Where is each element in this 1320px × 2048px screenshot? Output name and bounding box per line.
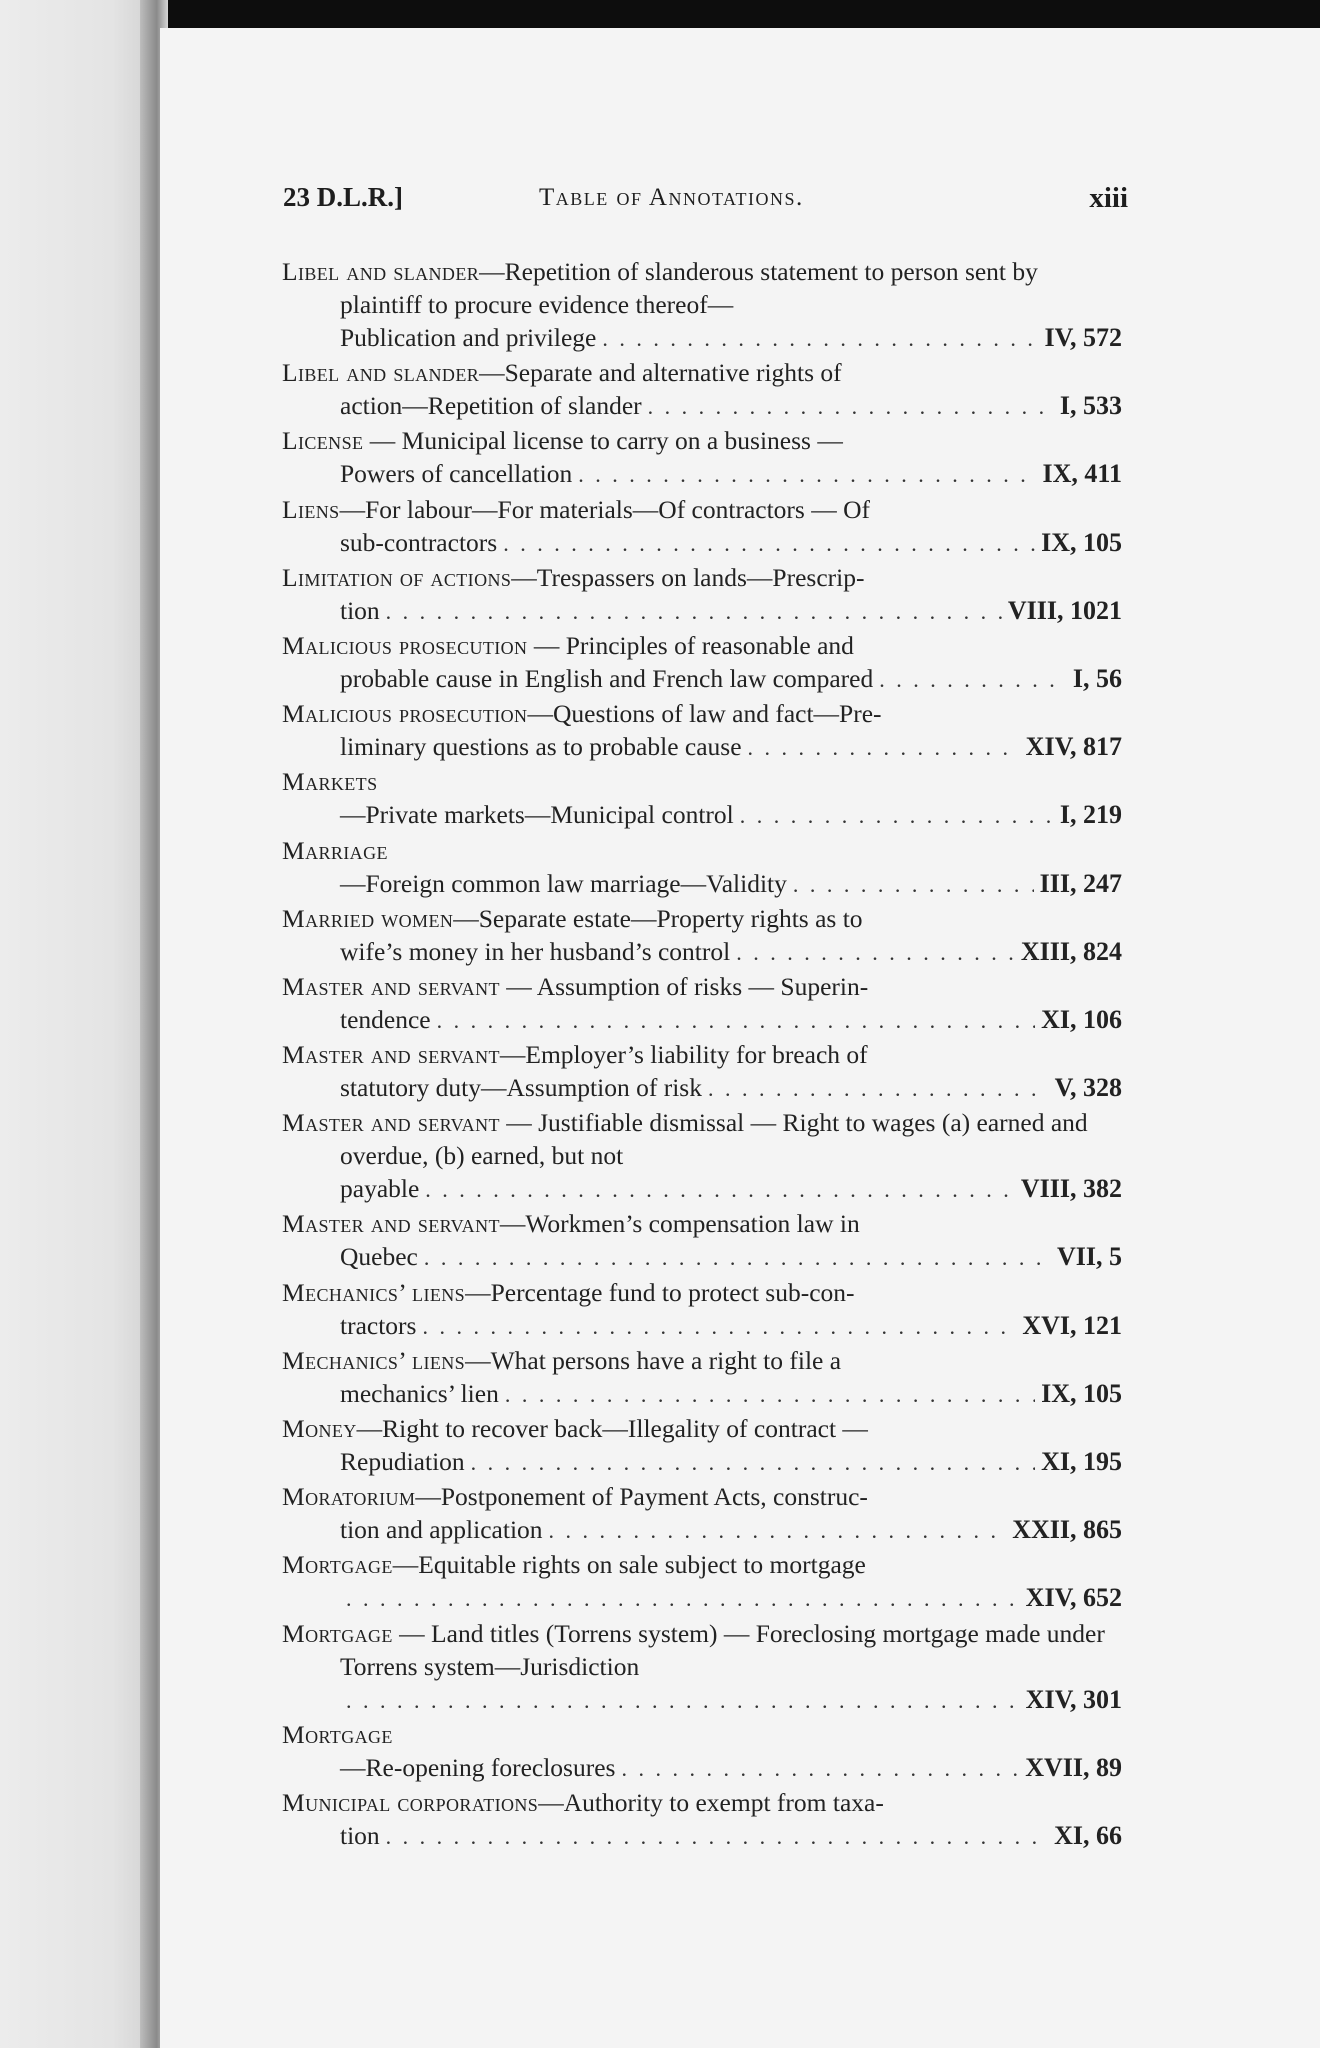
entry-citation-line <box>340 526 1122 560</box>
dot-leader <box>471 1446 1035 1479</box>
dot-leader <box>424 1241 1051 1274</box>
dot-leader <box>346 1684 1020 1717</box>
entry-description: —Authority to exempt from taxa- <box>538 1787 884 1817</box>
annotation-entry <box>282 255 1122 355</box>
entry-description-end: Powers of cancellation <box>340 459 573 489</box>
entry-description: —Separate estate—Property rights as to <box>453 903 863 933</box>
dot-leader <box>748 731 1020 764</box>
entry-heading: License <box>282 426 364 456</box>
entry-citation-line <box>340 935 1122 969</box>
annotation-entry <box>282 561 1122 628</box>
annotation-entry <box>282 1480 1122 1547</box>
volume-page-citation: V, 328 <box>1054 1073 1122 1103</box>
dot-leader <box>422 1310 1016 1343</box>
entry-heading: Limitation of actions <box>282 562 512 592</box>
entry-description-end: probable cause in English and French law compared <box>340 663 874 693</box>
dot-leader <box>386 1820 1048 1853</box>
volume-page-citation: XIV, 301 <box>1025 1684 1122 1714</box>
annotation-entry <box>282 765 1122 832</box>
volume-page-citation: XVII, 89 <box>1025 1752 1122 1782</box>
entry-citation-line <box>340 457 1122 491</box>
volume-page-citation: VII, 5 <box>1056 1242 1122 1272</box>
entry-heading: Mechanics’ liens <box>282 1345 466 1375</box>
dot-leader <box>740 799 1054 832</box>
dot-leader <box>648 390 1054 423</box>
entry-citation-line <box>340 662 1122 696</box>
volume-page-citation: I, 533 <box>1059 391 1122 421</box>
volume-page-citation: XI, 106 <box>1041 1004 1122 1034</box>
entry-heading: Mortgage <box>282 1719 393 1749</box>
entry-description-end: liminary questions as to probable cause <box>340 732 742 762</box>
volume-page-citation: IX, 105 <box>1041 527 1122 557</box>
entry-citation-line <box>340 1309 1122 1343</box>
entry-description-end: mechanics’ lien <box>340 1378 499 1408</box>
dot-leader <box>437 1004 1035 1037</box>
dot-leader <box>425 1173 1015 1206</box>
entry-description: — Assumption of risks — Superin- <box>499 971 869 1001</box>
entry-heading: Mortgage <box>282 1618 393 1648</box>
annotation-entry <box>282 902 1122 969</box>
entry-description: —Questions of law and fact—Pre- <box>527 699 882 729</box>
dot-leader <box>578 458 1036 491</box>
volume-page-citation: VIII, 382 <box>1020 1174 1122 1204</box>
annotation-list <box>282 255 1122 1854</box>
entry-description: —Right to recover back—Illegality of contract — <box>356 1414 868 1443</box>
annotation-entry <box>282 1786 1122 1853</box>
entry-heading: Master and servant <box>282 1209 500 1239</box>
entry-description: —Workmen’s compensation law in <box>499 1209 860 1239</box>
entry-description-end: —Private markets—Municipal control <box>340 800 734 830</box>
entry-heading: Libel and slander <box>282 257 480 286</box>
entry-citation-line <box>340 389 1122 423</box>
volume-page-citation: IV, 572 <box>1044 323 1122 352</box>
dot-leader <box>879 663 1067 696</box>
entry-description-end: tractors <box>340 1310 417 1340</box>
volume-page-citation: XI, 195 <box>1041 1447 1122 1476</box>
entry-description-end: tion <box>340 595 380 625</box>
entry-description: —Trespassers on lands—Prescrip- <box>511 562 865 592</box>
dot-leader <box>549 1514 1007 1547</box>
volume-page-citation: IX, 105 <box>1041 1378 1122 1408</box>
dot-leader <box>708 1072 1049 1105</box>
volume-page-citation: III, 247 <box>1039 868 1122 898</box>
annotation-entry <box>282 424 1122 491</box>
entry-heading: Libel and slander <box>282 358 480 388</box>
entry-description: —Equitable rights on sale subject to mortgage <box>392 1550 866 1580</box>
dot-leader <box>621 1752 1019 1785</box>
entry-heading: Master and servant <box>282 971 500 1001</box>
entry-description-end: —Re-opening foreclosures <box>340 1752 616 1782</box>
entry-heading: Money <box>282 1414 357 1443</box>
page-number: xiii <box>1089 182 1128 214</box>
entry-heading: Malicious prosecution <box>282 630 528 660</box>
entry-description-end: Repudiation <box>340 1447 465 1476</box>
page-title: Table of Annotations. <box>539 184 804 211</box>
volume-page-citation: IX, 411 <box>1042 459 1122 489</box>
entry-description: — Land titles (Torrens system) — Foreclosing mortgage made under Torrens system—Jurisdiction <box>340 1618 1105 1681</box>
facing-page-edge <box>0 0 160 2048</box>
entry-description: —Percentage fund to protect sub-con- <box>465 1277 855 1307</box>
entry-citation-line <box>340 798 1122 832</box>
annotation-entry <box>282 1344 1122 1411</box>
entry-citation-line <box>340 321 1122 355</box>
volume-page-citation: XIII, 824 <box>1020 936 1122 966</box>
entry-description-end: wife’s money in her husband’s control <box>340 936 731 966</box>
dot-leader <box>602 322 1038 355</box>
annotation-entry <box>282 1106 1122 1206</box>
annotation-entry <box>282 356 1122 423</box>
entry-citation-line <box>340 1751 1122 1785</box>
annotation-entry <box>282 1617 1122 1717</box>
entry-description-end: tion and application <box>340 1515 543 1545</box>
dot-leader <box>386 595 1002 628</box>
entry-citation-line <box>340 867 1122 901</box>
entry-description: —What persons have a right to file a <box>465 1345 842 1375</box>
entry-heading: Liens <box>282 494 340 524</box>
entry-heading: Master and servant <box>282 1040 500 1070</box>
running-head <box>283 182 1128 222</box>
entry-description-end: —Foreign common law marriage—Validity <box>340 868 787 898</box>
entry-description: —Postponement of Payment Acts, construc- <box>415 1482 868 1512</box>
volume-page-citation: XIV, 817 <box>1025 732 1122 762</box>
entry-description: —For labour—For materials—Of contractors — Of <box>339 494 870 524</box>
volume-page-citation: XIV, 652 <box>1025 1583 1122 1613</box>
volume-page-citation: XVI, 121 <box>1022 1310 1122 1340</box>
entry-description-end: sub-contractors <box>340 527 498 557</box>
annotation-entry <box>282 970 1122 1037</box>
entry-citation-line <box>340 1581 1122 1615</box>
volume-page-citation: XI, 66 <box>1054 1820 1122 1850</box>
entry-description-end: action—Repetition of slander <box>340 391 642 421</box>
annotation-entry <box>282 1038 1122 1105</box>
entry-description: —Repetition of slanderous statement to person sent by plaintiff to procure evidence thereof— <box>340 257 1038 319</box>
entry-description: — Principles of reasonable and <box>527 630 854 660</box>
entry-description: —Employer’s liability for breach of <box>499 1040 868 1070</box>
entry-citation-line <box>340 1240 1122 1274</box>
volume-page-citation: XXII, 865 <box>1012 1515 1122 1545</box>
annotation-entry <box>282 493 1122 560</box>
annotation-entry <box>282 834 1122 901</box>
entry-citation-line <box>340 1819 1122 1853</box>
volume-page-citation: I, 219 <box>1059 800 1122 830</box>
entry-description: —Separate and alternative rights of <box>479 358 842 388</box>
dot-leader <box>505 1378 1035 1411</box>
volume-reference: 23 D.L.R.] <box>283 182 403 212</box>
entry-description-end: payable <box>340 1174 420 1204</box>
annotation-entry <box>282 697 1122 764</box>
entry-heading: Mortgage <box>282 1550 393 1580</box>
entry-heading: Malicious prosecution <box>282 699 528 729</box>
annotation-entry <box>282 1207 1122 1274</box>
entry-description-end: tion <box>340 1820 380 1850</box>
entry-citation-line <box>340 1172 1122 1206</box>
dot-leader <box>793 868 1034 901</box>
dot-leader <box>346 1582 1020 1615</box>
entry-citation-line <box>340 1513 1122 1547</box>
entry-description: — Municipal license to carry on a business — <box>363 426 843 456</box>
entry-heading: Municipal corporations <box>282 1787 539 1817</box>
annotation-entry <box>282 629 1122 696</box>
volume-page-citation: I, 56 <box>1072 663 1122 693</box>
entry-description-end: Publication and privilege <box>340 323 597 352</box>
annotation-entry <box>282 1548 1122 1615</box>
entry-citation-line <box>340 1445 1122 1479</box>
annotation-entry <box>282 1412 1122 1479</box>
entry-citation-line <box>340 1683 1122 1717</box>
entry-description-end: statutory duty—Assumption of risk <box>340 1073 702 1103</box>
entry-heading: Master and servant <box>282 1108 500 1138</box>
annotation-entry <box>282 1276 1122 1343</box>
entry-citation-line <box>340 1377 1122 1411</box>
volume-page-citation: VIII, 1021 <box>1007 595 1122 625</box>
annotation-entry <box>282 1718 1122 1785</box>
entry-description-end: Quebec <box>340 1242 418 1272</box>
dot-leader <box>503 527 1035 560</box>
entry-description: — Justifiable dismissal — Right to wages (a) earned and overdue, (b) earned, but not <box>340 1108 1088 1171</box>
dot-leader <box>736 936 1015 969</box>
entry-heading: Marriage <box>282 835 388 865</box>
entry-description-end: tendence <box>340 1004 431 1034</box>
entry-heading: Moratorium <box>282 1482 416 1512</box>
entry-heading: Mechanics’ liens <box>282 1277 466 1307</box>
entry-citation-line <box>340 730 1122 764</box>
entry-heading: Married women <box>282 903 454 933</box>
entry-citation-line <box>340 1003 1122 1037</box>
entry-heading: Markets <box>282 767 378 797</box>
entry-citation-line <box>340 1071 1122 1105</box>
entry-citation-line <box>340 594 1122 628</box>
